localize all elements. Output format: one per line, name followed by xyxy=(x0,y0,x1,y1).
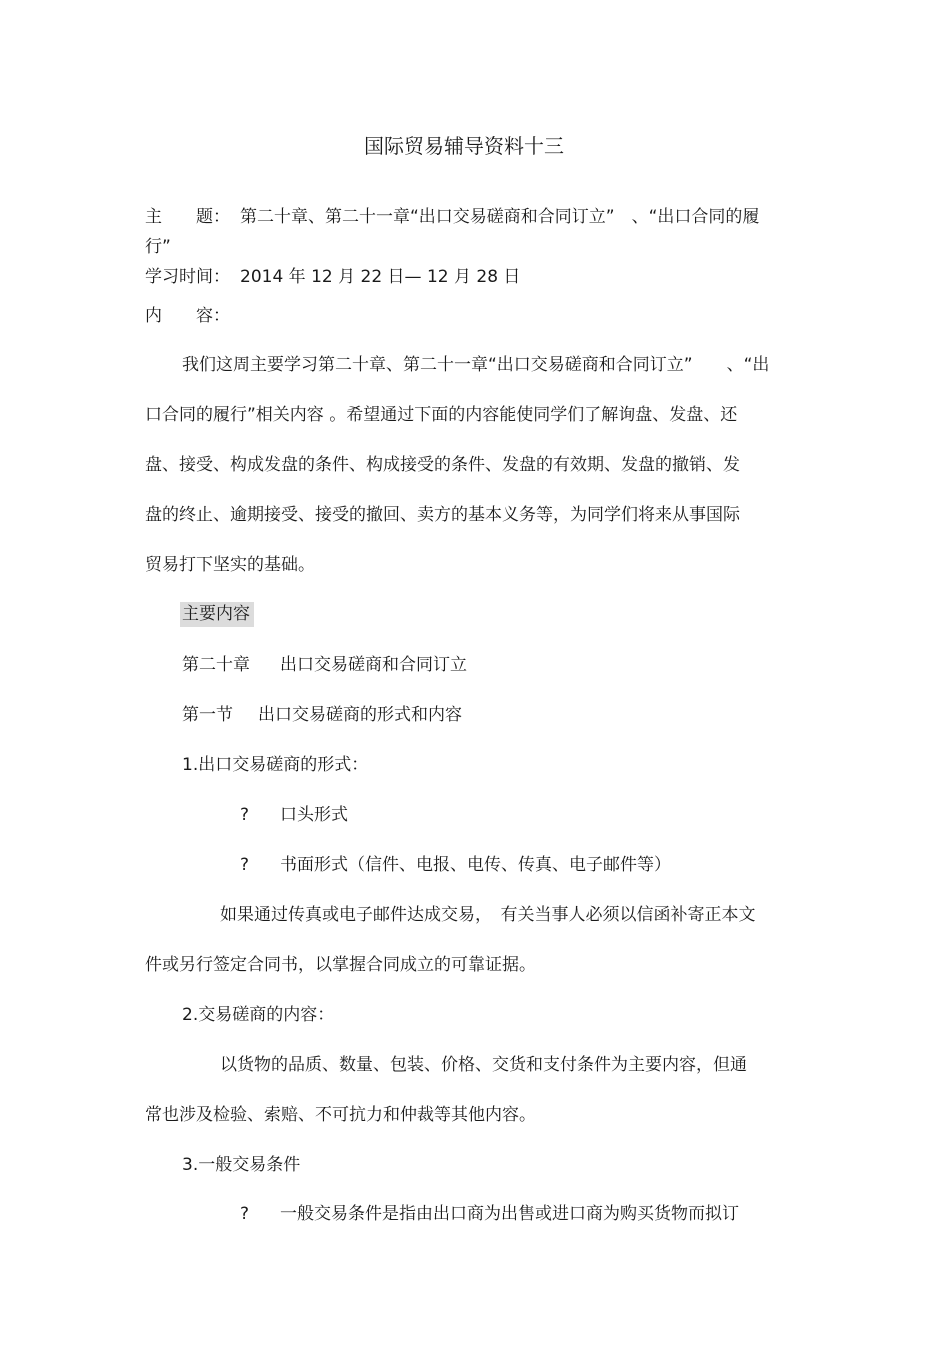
chapter-label: 第二十章 xyxy=(182,655,250,675)
study-time-label: 学习时间： xyxy=(145,267,230,287)
item2-paragraph-line2: 常也涉及检验、索赔、不可抗力和仲裁等其他内容。 xyxy=(145,1105,536,1125)
bullet-text: 书面形式（信件、电报、电传、传真、电子邮件等） xyxy=(280,855,671,875)
section1-title: 出口交易磋商的形式和内容 xyxy=(258,705,462,725)
intro-line: 口合同的履行”相关内容 。希望通过下面的内容能使同学们了解询盘、发盘、还 xyxy=(145,405,738,425)
section-heading xyxy=(180,603,254,625)
subject-text-line1: 第二十章、第二十一章“出口交易磋商和合同订立” 、“出口合同的履 xyxy=(240,207,760,227)
item1-paragraph-line1: 如果通过传真或电子邮件达成交易， 有关当事人必须以信函补寄正本文 xyxy=(220,905,756,925)
chapter-title: 出口交易磋商和合同订立 xyxy=(280,655,467,675)
item1-heading: 1.出口交易磋商的形式： xyxy=(182,755,369,775)
bullet-mark: ? xyxy=(240,805,250,825)
bullet-text: 口头形式 xyxy=(280,805,348,825)
intro-line: 我们这周主要学习第二十章、第二十一章“出口交易磋商和合同订立” 、“出 xyxy=(182,355,770,375)
item1-paragraph-line2: 件或另行签定合同书，以掌握合同成立的可靠证据。 xyxy=(145,955,536,975)
bullet-mark: ? xyxy=(240,855,250,875)
document-title: 国际贸易辅导资料十三 xyxy=(364,134,564,158)
study-time-value: 2014 年 12 月 22 日— 12 月 28 日 xyxy=(240,267,521,287)
intro-line: 盘、接受、构成发盘的条件、构成接受的条件、发盘的有效期、发盘的撤销、发 xyxy=(145,455,740,475)
section-heading-text: 主要内容 xyxy=(180,602,254,627)
subject-label: 主 题： xyxy=(145,207,230,227)
bullet-text: 一般交易条件是指由出口商为出售或进口商为购买货物而拟订 xyxy=(280,1204,739,1224)
item2-heading: 2.交易磋商的内容： xyxy=(182,1005,335,1025)
item3-heading: 3.一般交易条件 xyxy=(182,1155,301,1175)
bullet-mark: ? xyxy=(240,1204,250,1224)
intro-line: 贸易打下坚实的基础。 xyxy=(145,555,315,575)
subject-text-line2: 行” xyxy=(145,237,171,257)
intro-line: 盘的终止、逾期接受、接受的撤回、卖方的基本义务等，为同学们将来从事国际 xyxy=(145,505,740,525)
section1-label: 第一节 xyxy=(182,705,233,725)
content-label: 内 容： xyxy=(145,306,230,326)
item2-paragraph-line1: 以货物的品质、数量、包装、价格、交货和支付条件为主要内容，但通 xyxy=(220,1055,747,1075)
